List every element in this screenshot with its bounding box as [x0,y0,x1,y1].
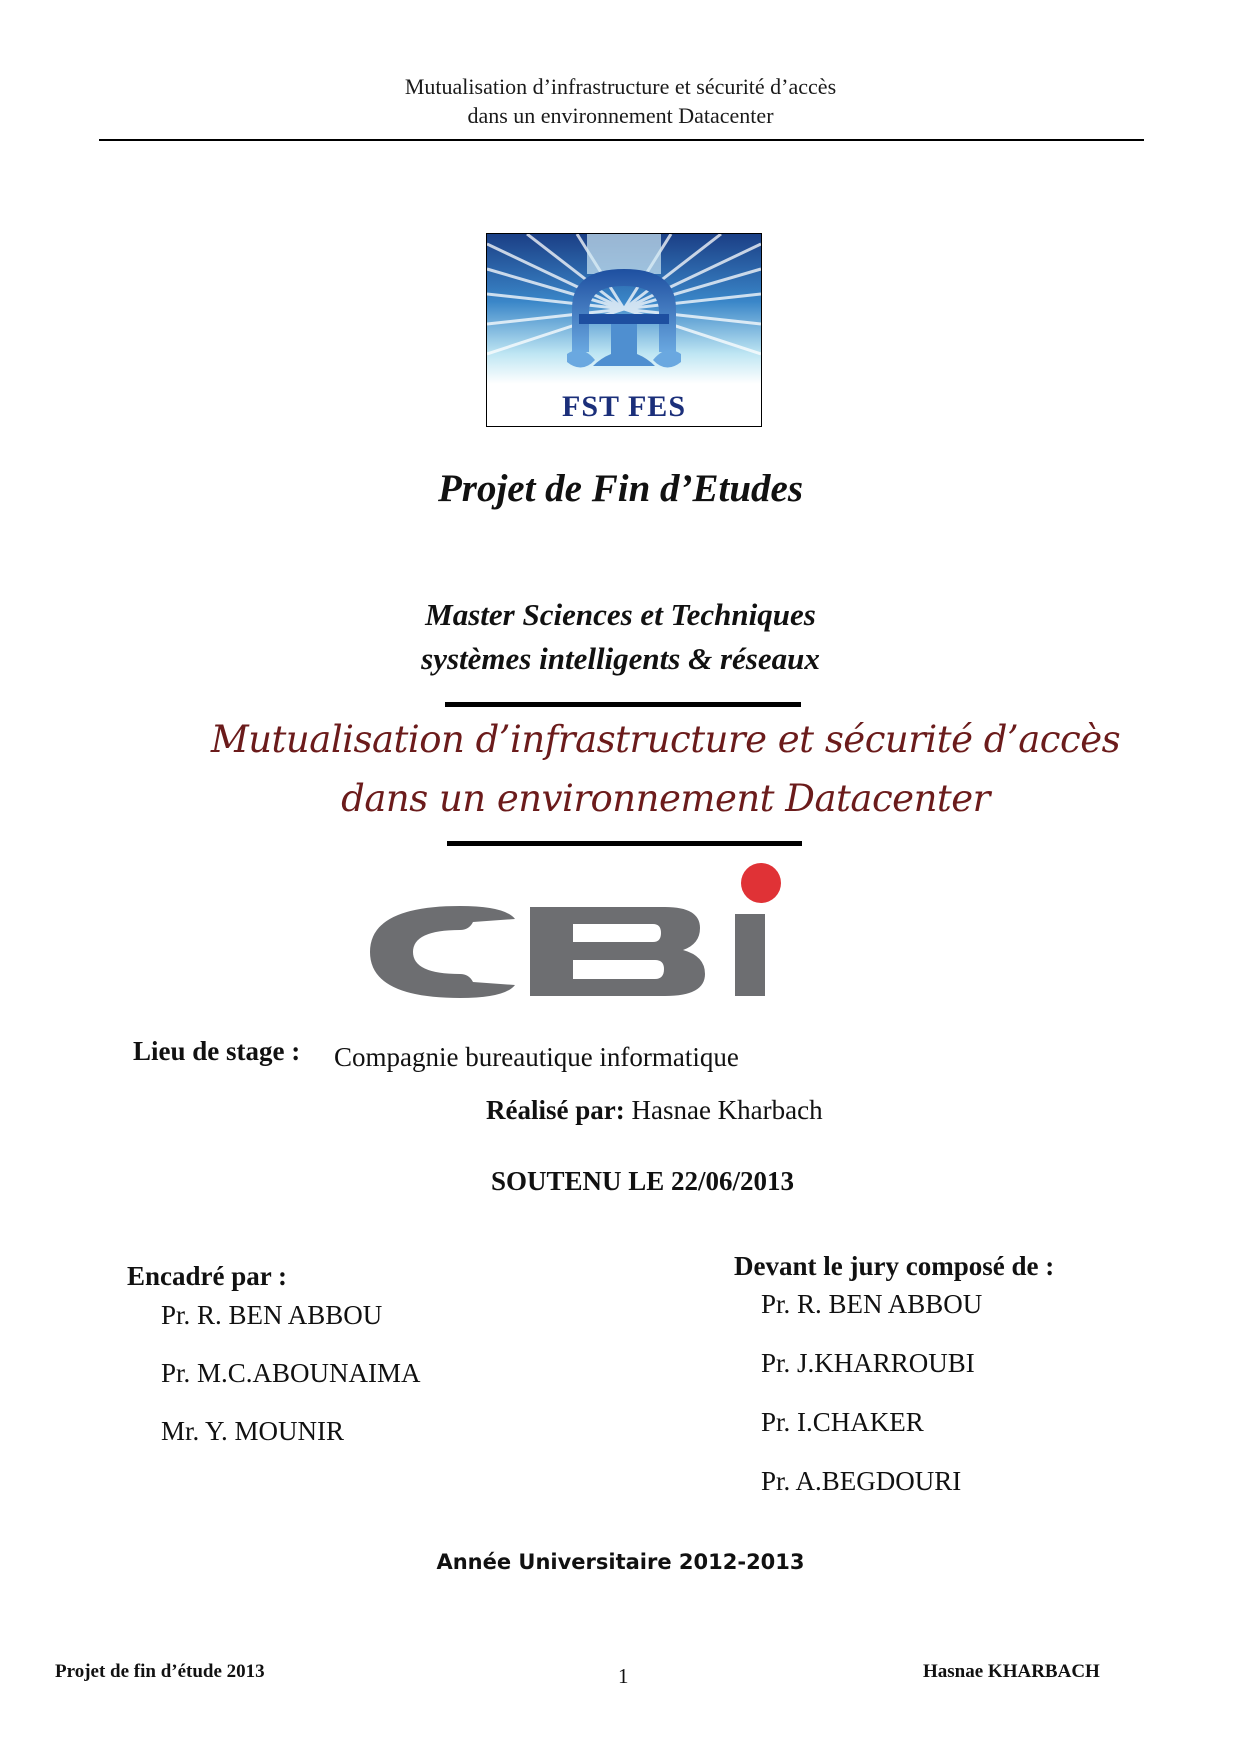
supervisor-item: Mr. Y. MOUNIR [161,1416,345,1446]
document-title: Projet de Fin d’Etudes [437,467,804,510]
master-program [0,593,1241,681]
supervisor-item: Pr. R. BEN ABBOU [161,1300,383,1330]
title-rule-bottom [447,841,802,846]
project-title-line-2: dans un environnement Datacenter [341,777,990,820]
page-number: 1 [618,1664,629,1688]
footer-left: Projet de fin d’étude 2013 [55,1661,265,1682]
header-rule [99,139,1144,141]
jury-item: Pr. R. BEN ABBOU [761,1289,983,1319]
master-line-1: Master Sciences et Techniques [425,597,816,632]
academic-year: Année Universitaire 2012-2013 [436,1550,805,1574]
jury-item: Pr. A.BEGDOURI [761,1466,962,1496]
running-header-line-1: Mutualisation d’infrastructure et sécurité d’accès [404,74,837,99]
title-rule-top [445,702,801,707]
jury-item: Pr. I.CHAKER [761,1407,924,1437]
cbi-logo [365,862,785,1012]
author-label: Réalisé par: [486,1095,625,1125]
running-header [0,72,1241,130]
fst-fes-logo [486,233,762,427]
master-line-2: systèmes intelligents & réseaux [421,641,820,676]
internship-value: Compagnie bureautique informatique [334,1042,739,1072]
running-header-line-2: dans un environnement Datacenter [467,103,774,128]
defense-date: SOUTENU LE 22/06/2013 [491,1166,795,1196]
internship-label: Lieu de stage : [133,1036,301,1066]
jury-label: Devant le jury composé de : [734,1251,1055,1281]
project-title [0,710,1241,828]
jury-item: Pr. J.KHARROUBI [761,1348,975,1378]
author [486,1095,823,1126]
supervisor-item: Pr. M.C.ABOUNAIMA [161,1358,421,1388]
cbi-logo-icon [365,862,785,1012]
footer-right: Hasnae KHARBACH [923,1661,1100,1682]
supervisors-label: Encadré par : [127,1261,287,1291]
fst-fes-logo-text: FST FES [562,390,686,423]
project-title-line-1: Mutualisation d’infrastructure et sécurité d’accès [210,718,1121,761]
author-name: Hasnae Kharbach [631,1095,823,1125]
